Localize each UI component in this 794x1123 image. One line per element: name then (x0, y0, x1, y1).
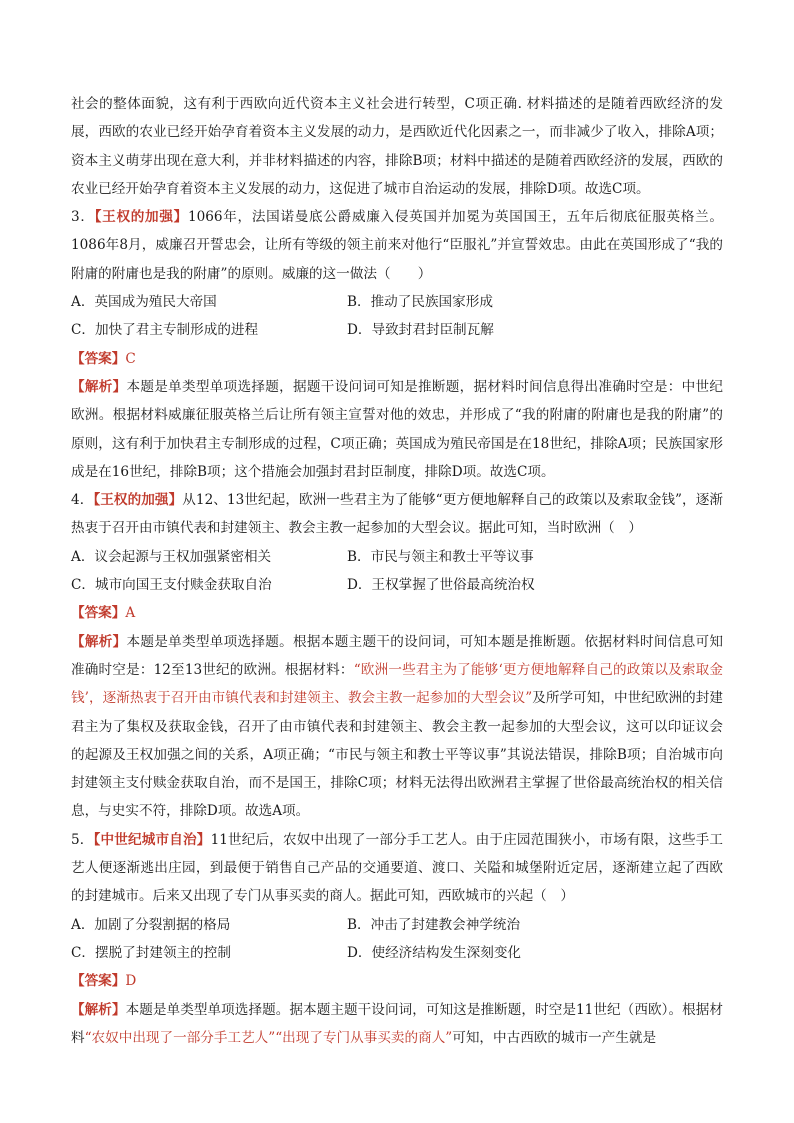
analysis-quote: “我的附庸的附庸也是我的附庸” (514, 407, 710, 424)
analysis-text: 本题是单类型单项选择题。据本题主题干设问词，可知这是推断题，时空是11世纪（西欧）。根据材料 (71, 1001, 724, 1046)
option-c: C．摆脱了封建领主的控制 (71, 944, 231, 961)
answer-label: 【答案】 (71, 350, 126, 367)
question-4 (71, 486, 723, 826)
answer-line (71, 967, 723, 995)
analysis-text: 及所学可知，中世纪欧洲的封建君主为了集权及获取金钱，召开了由市镇代表和封建领主、教会主教一起参加的大型会议，这可以印证议会的起源及王权加强之间的关系，A项正确；“市民与领主和教士平等议事”其说法错误，排除B项；自治城市向封建领主支付赎金获取自治，而不是国王，排除C项；材料无法得出欧洲君主掌握了世俗最高统治权的相关信息，与史实不符，排除D项。故选A项。 (71, 690, 723, 820)
options-row (71, 939, 723, 967)
options-row (71, 911, 723, 939)
answer-value: A (125, 605, 136, 622)
option-a: A．议会起源与王权加强紧密相关 (71, 548, 272, 565)
answer-line (71, 599, 723, 627)
option-d: D．王权掌握了世俗最高统治权 (347, 577, 535, 594)
analysis-label: 【解析】 (71, 1001, 126, 1018)
options-row (71, 288, 723, 316)
option-d: D．使经济结构发生深刻变化 (347, 944, 522, 961)
analysis (71, 996, 723, 1053)
analysis-quote: “欧洲一些君主为了能够‘更方便地解释自己的政策以及索取金钱’，逐渐热衷于召开由市镇代表和封建领主、教会主教一起参加的大型会议” (71, 661, 723, 707)
option-b: B．推动了民族国家形成 (347, 294, 493, 311)
option-c: C．城市向国王支付赎金获取自治 (71, 577, 272, 594)
answer-label: 【答案】 (71, 605, 126, 622)
analysis-text: 可知，中古西欧的城市一产生就是 (452, 1029, 657, 1046)
q2-analysis-tail: 社会的整体面貌，这有利于西欧向近代资本主义社会进行转型，C项正确. 材料描述的是随着西欧经济的发展，西欧的农业已经开始孕育着资本主义发展的动力，是西欧近代化因素之一，而非减少了收入，排除A项；资本主义萌芽出现在意大利，并非材料描述的内容，排除B项；材料中描述的是随着西欧经济的发展，西欧的农业已经开始孕育着资本主义发展的动力，这促进了城市自治运动的发展，排除D项。故选C项。 (71, 96, 723, 197)
topic-tag: 【王权的加强】 (94, 209, 188, 226)
options-row (71, 571, 723, 599)
option-a: A．加剧了分裂割据的格局 (71, 916, 231, 933)
analysis-quote: “农奴中出现了一部分手工艺人”“出现了专门从事买卖的商人” (84, 1029, 453, 1046)
stem-text: 11世纪后，农奴中出现了一部分手工艺人。由于庄园范围狭小，市场有限，这些手工艺人便逐渐逃出庄园，到最便于销售自己产品的交通要道、渡口、关隘和城堡附近定居，逐渐建立起了西欧的封建城市。后来又出现了专门从事买卖的商人。据此可知，西欧城市的兴起（ ） (71, 831, 724, 905)
topic-tag: 【中世纪城市自治】 (93, 831, 211, 848)
analysis-text: 的原则，这有利于加快君主专制形成的过程，C项正确；英国成为殖民帝国是在18世纪，排除A项；民族国家形成是在16世纪，排除B项；这个措施会加强封君封臣制度，排除D项。故选C项。 (71, 407, 724, 480)
option-a: A．英国成为殖民大帝国 (71, 294, 217, 311)
option-d: D．导致封君封臣制瓦解 (347, 322, 494, 339)
question-number: 5． (71, 831, 94, 848)
analysis (71, 373, 723, 486)
analysis-label: 【解析】 (71, 378, 127, 395)
question-stem (71, 486, 723, 543)
options-row (71, 316, 723, 344)
option-c: C．加快了君主专制形成的进程 (71, 322, 259, 339)
option-b: B．冲击了封建教会神学统治 (347, 916, 521, 933)
question-number: 4． (71, 492, 94, 509)
analysis (71, 628, 723, 826)
question-3 (71, 203, 723, 486)
answer-value: C (125, 350, 136, 367)
stem-text: 从12、13世纪起，欧洲一些君主为了能够“更方便地解释自己的政策以及索取金钱”，逐渐热衷于召开由市镇代表和封建领主、教会主教一起参加的大型会议。据此可知，当时欧洲（ ） (71, 492, 723, 537)
analysis-text: 本题是单类型单项选择题。根据本题主题干的设问词，可知本题是推断题。依据材料时间信息可知准确时空是：12至13世纪的欧洲。根据材料： (71, 633, 723, 678)
analysis-text: 本题是单类型单项选择题，据题干设问词可知是推断题，据材料时间信息得出准确时空是：中世纪欧洲。根据材料威廉征服英格兰后让所有领主宣誓对他的效忠，并形成了 (71, 378, 723, 424)
document-page (71, 90, 723, 1052)
question-number: 3． (71, 209, 95, 226)
answer-line (71, 345, 723, 373)
analysis-label: 【解析】 (71, 633, 127, 650)
answer-label: 【答案】 (71, 973, 126, 990)
stem-text: 1066年，法国诺曼底公爵威廉入侵英国并加冕为英国国王，五年后彻底征服英格兰。1086年8月，威廉召开誓忠会，让所有等级的领主前来对他行“臣服礼”并宣誓效忠。由此在英国形成了“我的附庸的附庸也是我的附庸”的原则。威廉的这一做法（ ） (71, 209, 723, 282)
answer-value: D (125, 973, 137, 990)
question-5 (71, 826, 723, 1052)
option-b: B．市民与领主和教士平等议事 (347, 548, 534, 565)
topic-tag: 【王权的加强】 (93, 492, 183, 509)
options-row (71, 543, 723, 571)
question-stem (71, 826, 723, 911)
question-stem (71, 203, 723, 288)
